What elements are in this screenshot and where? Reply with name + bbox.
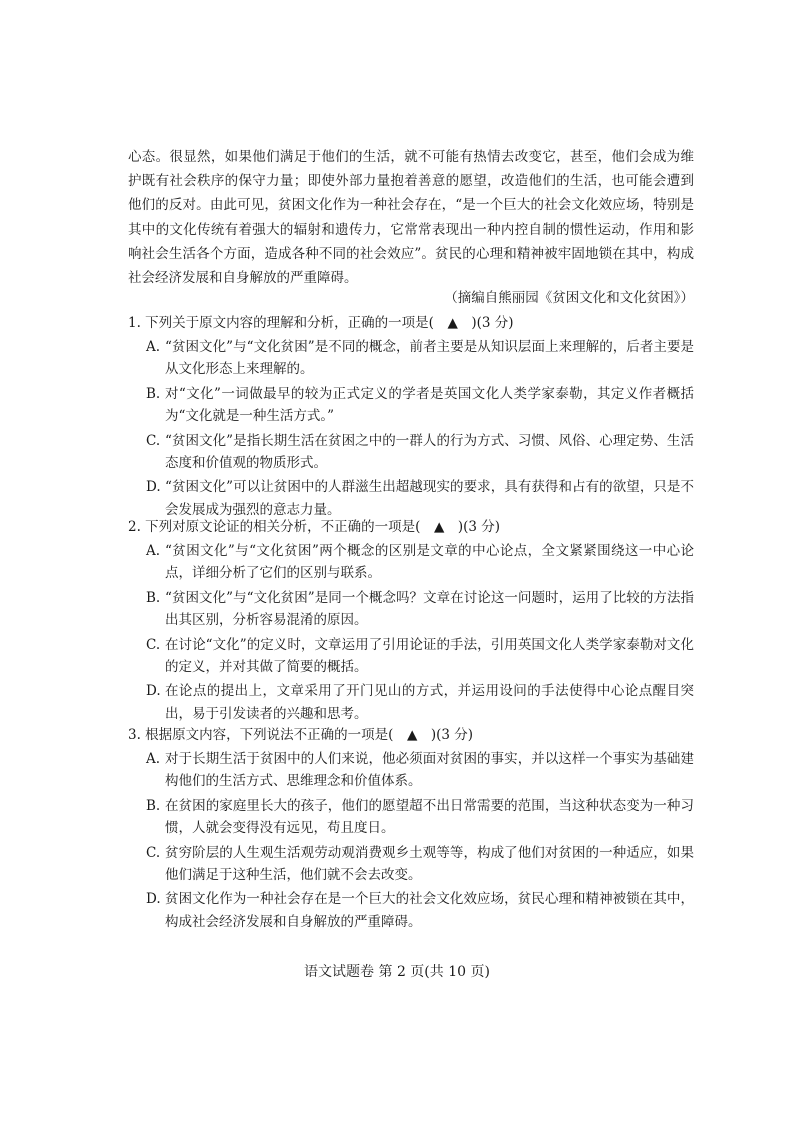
option-text: 对“文化”一词做最早的较为正式定义的学者是英国文化人类学家泰勒，其定义作者概括为“文化就是一种生活方式。” [165, 385, 694, 425]
question-1 [128, 312, 694, 521]
option-label: A. [146, 339, 161, 355]
option-text: “贫困文化”可以让贫困中的人群滋生出超越现实的要求，具有获得和占有的欲望，只是不会发展成为强烈的意志力量。 [165, 479, 694, 518]
option-text: “贫困文化”与“文化贫困”是同一个概念吗？文章在讨论这一问题时，运用了比较的方法指出其区别，分析容易混淆的原因。 [165, 589, 694, 629]
option-label: C. [146, 844, 161, 861]
option-text: “贫困文化”是指长期生活在贫困之中的一群人的行为方式、习惯、风俗、心理定势、生活态度和价值观的物质形式。 [165, 432, 694, 472]
option-a [128, 540, 694, 585]
question-stem: 1. 下列关于原文内容的理解和分析，正确的一项是( ▲ )(3 分) [128, 315, 514, 331]
option-label: B. [146, 589, 161, 606]
option-text: “贫困文化”与“文化贫困”两个概念的区别是文章的中心论点，全文紧紧围绕这一中心论点，详细分析了它们的区别与联系。 [165, 543, 694, 582]
option-c [128, 842, 694, 887]
option-b [128, 795, 694, 840]
option-c [128, 634, 694, 679]
reading-passage [128, 145, 694, 290]
passage-text: 心态。很显然，如果他们满足于他们的生活，就不可能有热情去改变它，甚至，他们会成为维护既有社会秩序的保守力量；即使外部力量抱着善意的愿望，改造他们的生活，也可能会遭到他们的反对。由此可见，贫困文化作为一种社会存在，“是一个巨大的社会文化效应场，特别是其中的文化传统有着强大的辐射和遗传力，它常常表现出一种内控自制的惯性运动，作用和影响社会生活各个方面，造成各种不同的社会效应”。贫民的心理和精神被牢固地锁在其中，构成社会经济发展和自身解放的严重障碍。 [128, 149, 694, 287]
option-text: “贫困文化”与“文化贫困”是不同的概念，前者主要是从知识层面上来理解的，后者主要是从文化形态上来理解的。 [165, 339, 694, 378]
question-2 [128, 516, 694, 725]
option-text: 在讨论“文化”的定义时，文章运用了引用论证的手法，引用英国文化人类学家泰勒对文化的定义，并对其做了简要的概括。 [165, 636, 694, 676]
option-c [128, 430, 694, 475]
option-a [128, 748, 694, 793]
option-text: 在贫困的家庭里长大的孩子，他们的愿望超不出日常需要的范围，当这种状态变为一种习惯，人就会变得没有远见，苟且度日。 [165, 797, 694, 837]
question-stem: 3. 根据原文内容，下列说法不正确的一项是( ▲ )(3 分) [128, 727, 474, 743]
question-3 [128, 724, 694, 933]
option-text: 贫困文化作为一种社会存在是一个巨大的社会文化效应场，贫民心理和精神被锁在其中，构成社会经济发展和自身解放的严重障碍。 [165, 891, 694, 930]
option-label: C. [146, 636, 161, 653]
page-footer: 语文试题卷 第 2 页(共 10 页) [304, 964, 490, 980]
option-label: A. [146, 751, 161, 767]
option-label: C. [146, 432, 161, 449]
option-label: D. [146, 683, 161, 700]
option-text: 在论点的提出上，文章采用了开门见山的方式，并运用设问的手法使得中心论点醒目突出，易于引发读者的兴趣和思考。 [165, 683, 694, 722]
option-text: 对于长期生活于贫困中的人们来说，他必须面对贫困的事实，并以这样一个事实为基础建构他们的生活方式、思维理念和价值体系。 [165, 751, 694, 790]
option-b [128, 383, 694, 428]
option-label: D. [146, 891, 161, 908]
option-label: B. [146, 797, 161, 814]
option-a [128, 336, 694, 381]
option-d [128, 476, 694, 521]
option-label: B. [146, 385, 161, 402]
option-d [128, 888, 694, 933]
option-label: D. [146, 479, 161, 496]
passage-source: （摘编自熊丽园《贫困文化和文化贫困》） [444, 290, 694, 306]
option-d [128, 680, 694, 725]
question-stem: 2. 下列对原文论证的相关分析，不正确的一项是( ▲ )(3 分) [128, 519, 501, 535]
option-b [128, 587, 694, 632]
option-text: 贫穷阶层的人生观生活观劳动观消费观乡土观等等，构成了他们对贫困的一种适应，如果他们满足于这种生活，他们就不会去改变。 [165, 844, 694, 884]
option-label: A. [146, 543, 161, 559]
